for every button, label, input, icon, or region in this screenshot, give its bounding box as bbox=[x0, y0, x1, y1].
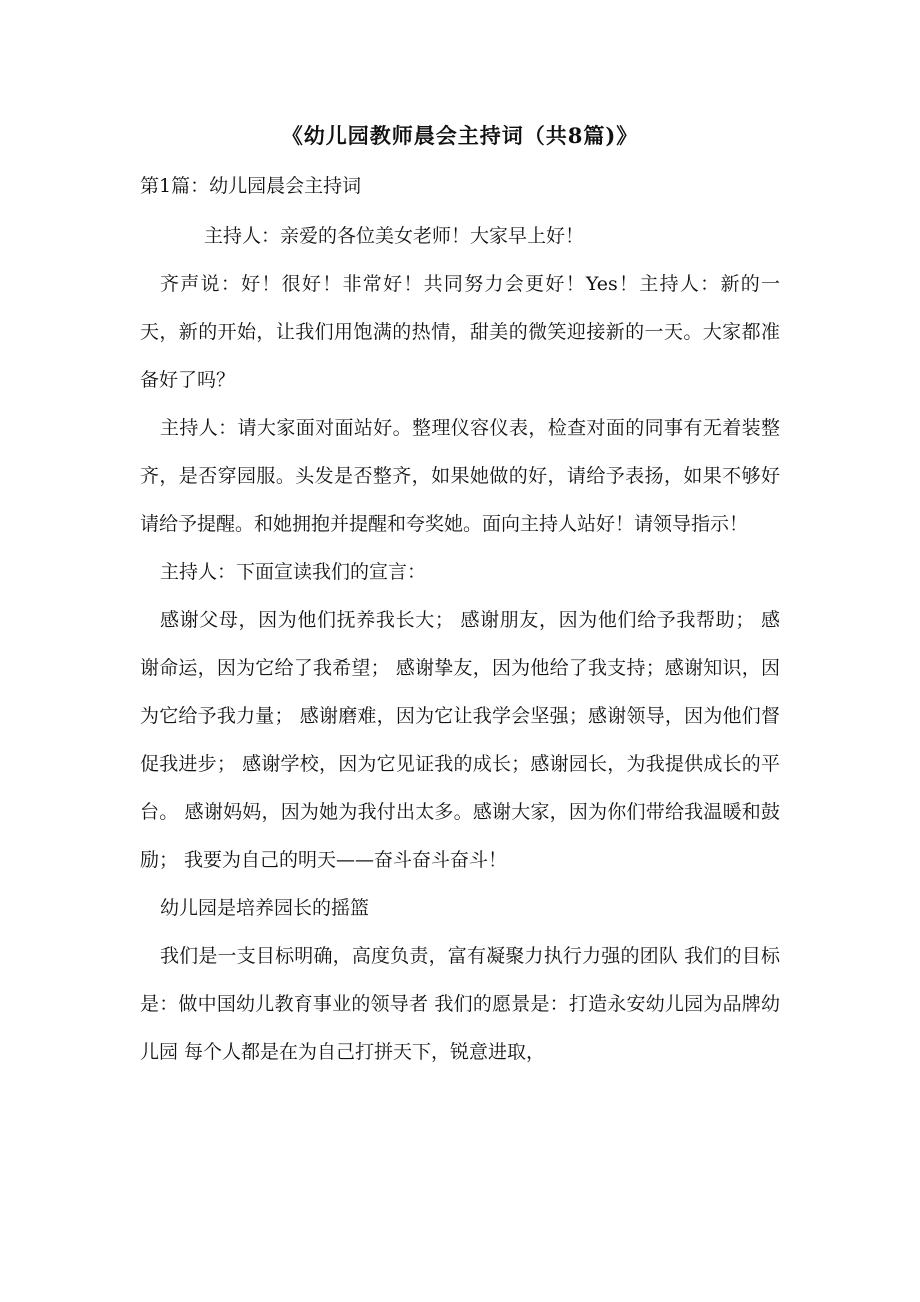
paragraph-declaration-intro: 主持人：下面宣读我们的宣言： bbox=[160, 561, 427, 583]
document-body bbox=[140, 212, 780, 1076]
paragraph-grooming-check: 主持人：请大家面对面站好。整理仪容仪表，检查对面的同事有无着装整齐，是否穿园服。头发是否整齐，如果她做的好，请给予表扬，如果不够好请给予提醒。和她拥抱并提醒和夸奖她。面向主持人站好！请领导指示！ bbox=[140, 417, 780, 535]
paragraph-greeting: 主持人：亲爱的各位美女老师！大家早上好！ bbox=[204, 225, 585, 247]
paragraph-gratitude: 感谢父母，因为他们抚养我长大； 感谢朋友，因为他们给予我帮助； 感谢命运，因为它给了我希望； 感谢挚友，因为他给了我支持；感谢知识，因为它给予我力量； 感谢磨难，因为它让我学会坚强；感谢领导，因为他们督促我进步； 感谢学校，因为它见证我的成长；感谢园长，为我提供成长的平台。 感谢妈妈，因为她为我付出太多。感谢大家，因为你们带给我温暖和鼓励； 我要为自己的明天——奋斗奋斗奋斗！ bbox=[140, 609, 780, 871]
paragraph-cradle: 幼儿园是培养园长的摇篮 bbox=[160, 897, 370, 919]
paragraph-team: 我们是一支目标明确，高度负责，富有凝聚力执行力强的团队 我们的目标是：做中国幼儿教育事业的领导者 我们的愿景是：打造永安幼儿园为品牌幼儿园 每个人都是在为自己打拼天下，锐意进取， bbox=[140, 945, 780, 1063]
chapter-heading: 第1篇：幼儿园晨会主持词 bbox=[140, 175, 362, 197]
paragraph-response: 齐声说：好！很好！非常好！共同努力会更好！Yes！主持人：新的一天，新的开始，让我们用饱满的热情，甜美的微笑迎接新的一天。大家都准备好了吗？ bbox=[140, 273, 780, 391]
document-title: 《幼儿园教师晨会主持词（共8篇)》 bbox=[281, 123, 639, 148]
